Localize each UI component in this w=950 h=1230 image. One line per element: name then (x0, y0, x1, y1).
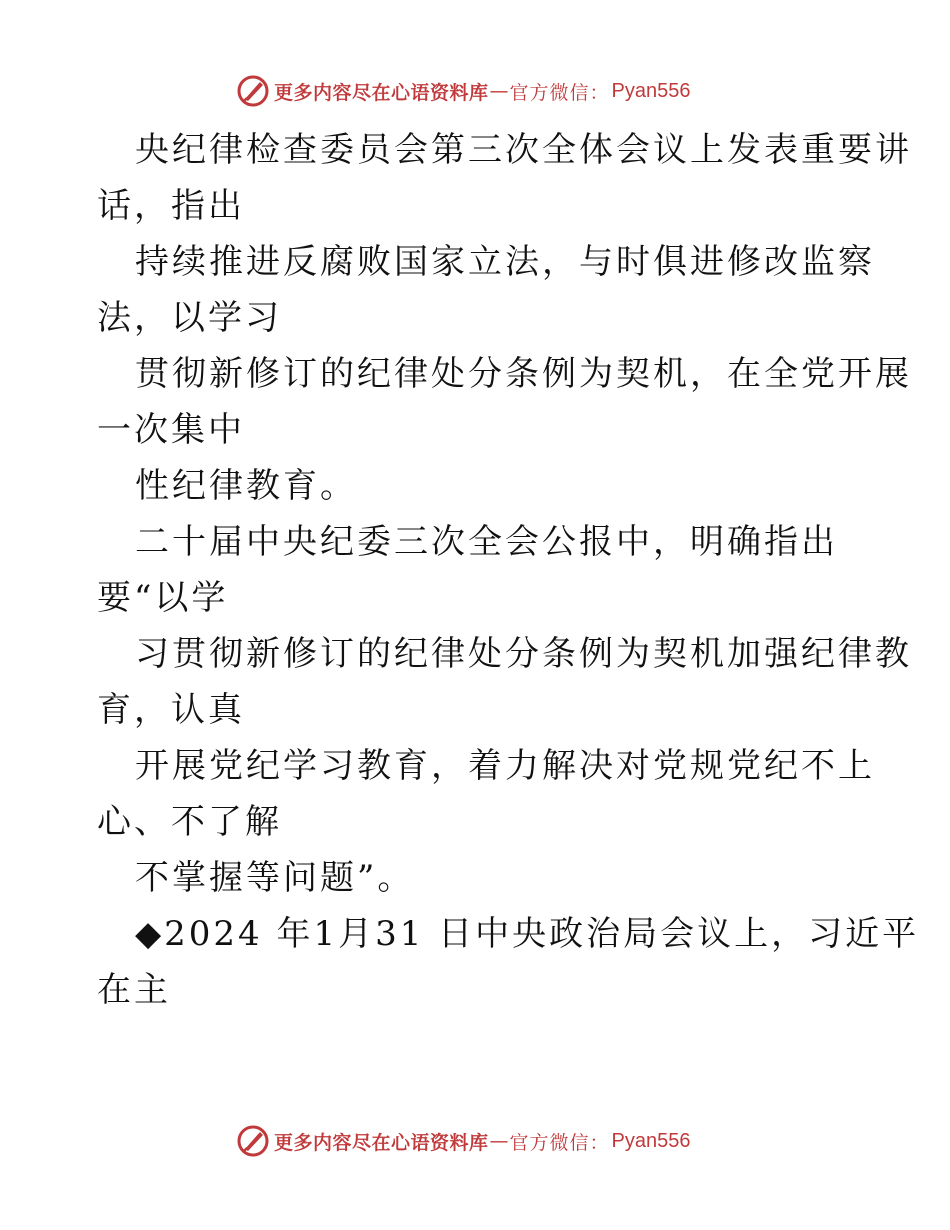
text-line: 习贯彻新修订的纪律处分条例为契机加强纪律教 (135, 634, 912, 674)
text-line: 贯彻新修订的纪律处分条例为契机，在全党开展 (135, 354, 912, 394)
text-line: ◆2024 年1月31 日中央政治局会议上，习近平 (135, 914, 920, 954)
quill-pen-logo-icon (236, 1124, 270, 1158)
footer-watermark (236, 1121, 691, 1161)
text-line: 不掌握等问题”。 (135, 858, 415, 898)
text-line: 持续推进反腐败国家立法，与时俱进修改监察 (135, 242, 875, 282)
quill-pen-logo-icon (236, 74, 270, 108)
watermark-brand: 更多内容尽在心语资料库 (274, 1131, 489, 1154)
text-line: 一次集中 (97, 410, 245, 450)
watermark-official-label: 官方微信： (509, 1131, 610, 1154)
text-line: 性纪律教育。 (135, 466, 357, 506)
text-line: 话，指出 (97, 186, 245, 226)
watermark-wechat-id: Pyan556 (611, 79, 691, 102)
watermark-separator: — (489, 80, 509, 102)
text-line: 央纪律检查委员会第三次全体会议上发表重要讲 (135, 130, 912, 170)
watermark-brand: 更多内容尽在心语资料库 (274, 81, 489, 104)
text-line: 二十届中央纪委三次全会公报中，明确指出 (135, 522, 838, 562)
text-line: 开展党纪学习教育，着力解决对党规党纪不上 (135, 746, 875, 786)
text-line: 法，以学习 (97, 298, 282, 338)
header-watermark (236, 71, 691, 111)
watermark-separator: — (489, 1130, 509, 1152)
watermark-official-label: 官方微信： (509, 81, 610, 104)
text-line: 育，认真 (97, 690, 245, 730)
watermark-wechat-id: Pyan556 (611, 1129, 691, 1152)
text-line: 在主 (97, 970, 171, 1010)
text-line: 心、不了解 (97, 802, 282, 842)
text-line: 要“以学 (97, 578, 229, 618)
